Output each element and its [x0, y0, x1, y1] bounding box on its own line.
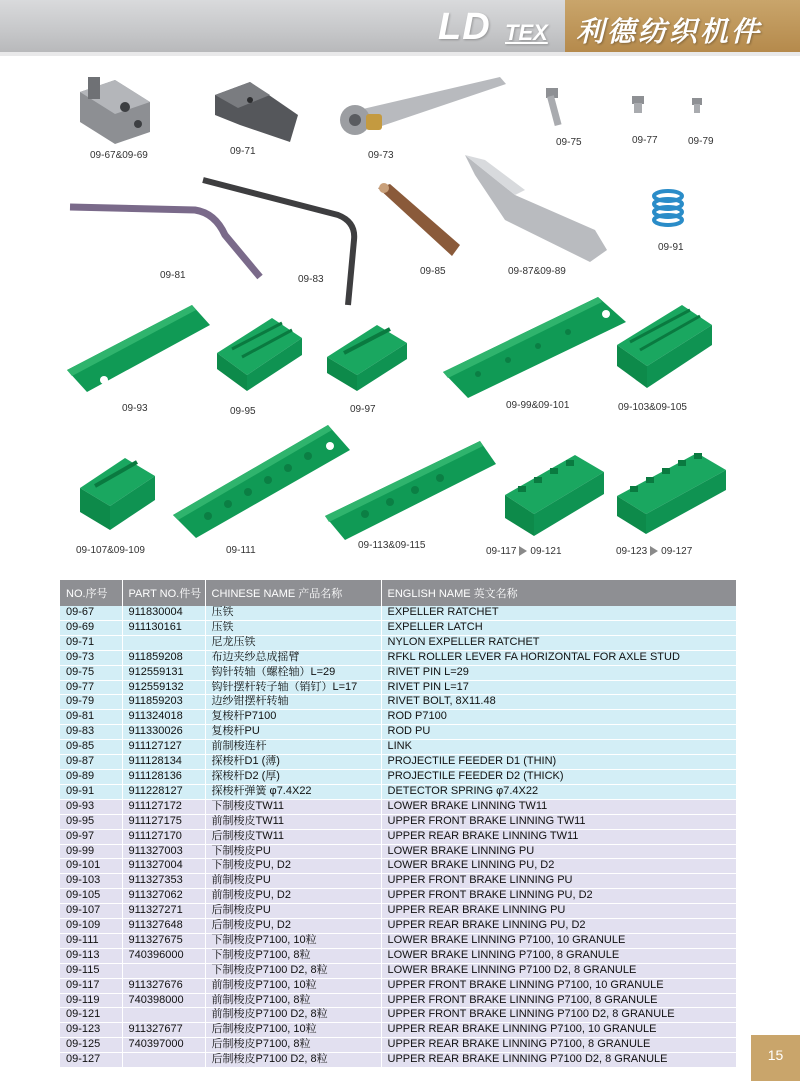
cell-english-name: RIVET PIN L=17	[381, 680, 736, 695]
cell-english-name: PROJECTILE FEEDER D2 (THICK)	[381, 769, 736, 784]
cell-no: 09-117	[60, 978, 122, 993]
header-shadow	[0, 52, 800, 56]
cell-chinese-name: 下制梭皮PU	[205, 844, 381, 859]
page-header	[0, 0, 800, 56]
table-row	[60, 635, 736, 650]
caption-09-71: 09-71	[230, 146, 256, 157]
cell-english-name: ROD P7100	[381, 710, 736, 725]
part-image-09-71	[210, 80, 300, 145]
cell-part-no: 911228127	[122, 784, 205, 799]
cell-english-name: LOWER BRAKE LINNING P7100, 8 GRANULE	[381, 948, 736, 963]
table-row	[60, 665, 736, 680]
part-image-09-77	[628, 94, 652, 116]
table-row	[60, 769, 736, 784]
cell-part-no: 911327271	[122, 904, 205, 919]
cell-no: 09-83	[60, 725, 122, 740]
caption-09-83: 09-83	[298, 274, 324, 285]
cell-chinese-name: 钩针转轴（螺栓轴）L=29	[205, 665, 381, 680]
cell-english-name: UPPER REAR BRAKE LINNING P7100, 8 GRANULE	[381, 1038, 736, 1053]
caption-09-127-end: 09-127	[661, 546, 693, 557]
cell-chinese-name: 前制梭皮TW11	[205, 814, 381, 829]
caption-09-103: 09-103&09-105	[618, 402, 687, 413]
cell-chinese-name: 后制梭皮P7100, 8粒	[205, 1038, 381, 1053]
part-image-09-99	[438, 292, 628, 402]
caption-09-107: 09-107&09-109	[76, 545, 145, 556]
caption-09-75: 09-75	[556, 137, 582, 148]
parts-table	[60, 580, 737, 1068]
part-image-09-97	[322, 317, 412, 395]
table-row	[60, 1038, 736, 1053]
cell-english-name: UPPER REAR BRAKE LINNING PU	[381, 904, 736, 919]
table-row	[60, 904, 736, 919]
cell-no: 09-121	[60, 1008, 122, 1023]
cell-english-name: UPPER FRONT BRAKE LINNING P7100, 10 GRANULE	[381, 978, 736, 993]
cell-chinese-name: 复梭杆PU	[205, 725, 381, 740]
cell-part-no: 911127175	[122, 814, 205, 829]
cell-part-no: 911330026	[122, 725, 205, 740]
cell-part-no: 911130161	[122, 620, 205, 635]
cell-chinese-name: 后制梭皮P7100 D2, 8粒	[205, 1053, 381, 1068]
cell-chinese-name: 钩针摆杆转子轴（销钉）L=17	[205, 680, 381, 695]
table-row	[60, 919, 736, 934]
table-row	[60, 740, 736, 755]
cell-chinese-name: 下制梭皮P7100, 10粒	[205, 933, 381, 948]
caption-09-79: 09-79	[688, 136, 714, 147]
logo-ld: LD	[438, 6, 491, 48]
caption-09-77: 09-77	[632, 135, 658, 146]
cell-chinese-name: 压铁	[205, 606, 381, 620]
cell-english-name: LOWER BRAKE LINNING P7100, 10 GRANULE	[381, 933, 736, 948]
cell-no: 09-93	[60, 799, 122, 814]
cell-no: 09-115	[60, 963, 122, 978]
cell-chinese-name: 探梭杆D2 (厚)	[205, 769, 381, 784]
cell-no: 09-95	[60, 814, 122, 829]
part-image-09-67	[70, 72, 165, 147]
part-image-09-73	[330, 72, 510, 147]
cell-chinese-name: 下制梭皮P7100 D2, 8粒	[205, 963, 381, 978]
cell-part-no: 911327648	[122, 919, 205, 934]
caption-09-81: 09-81	[160, 270, 186, 281]
part-image-09-83	[198, 170, 368, 310]
arrow-right-icon	[650, 546, 658, 556]
cell-part-no: 911127127	[122, 740, 205, 755]
cell-no: 09-85	[60, 740, 122, 755]
cell-no: 09-67	[60, 606, 122, 620]
cell-chinese-name: 后制梭皮P7100, 10粒	[205, 1023, 381, 1038]
table-row	[60, 963, 736, 978]
cell-english-name: LOWER BRAKE LINNING PU, D2	[381, 859, 736, 874]
cell-english-name: UPPER REAR BRAKE LINNING P7100, 10 GRANULE	[381, 1023, 736, 1038]
cell-part-no: 911127172	[122, 799, 205, 814]
part-image-09-79	[688, 96, 708, 116]
arrow-right-icon	[519, 546, 527, 556]
cell-no: 09-101	[60, 859, 122, 874]
cell-no: 09-73	[60, 650, 122, 665]
cell-english-name: NYLON EXPELLER RATCHET	[381, 635, 736, 650]
table-row	[60, 799, 736, 814]
table-body	[60, 606, 736, 1068]
caption-09-121-end: 09-121	[530, 546, 562, 557]
caption-09-67: 09-67&09-69	[90, 150, 148, 161]
cell-part-no: 911830004	[122, 606, 205, 620]
cell-part-no: 740398000	[122, 993, 205, 1008]
cell-part-no: 911859208	[122, 650, 205, 665]
cell-no: 09-119	[60, 993, 122, 1008]
cell-no: 09-125	[60, 1038, 122, 1053]
table-row	[60, 1053, 736, 1068]
cell-english-name: LINK	[381, 740, 736, 755]
cell-chinese-name: 前制梭皮P7100 D2, 8粒	[205, 1008, 381, 1023]
cell-no: 09-105	[60, 889, 122, 904]
cell-no: 09-111	[60, 933, 122, 948]
cell-part-no: 912559131	[122, 665, 205, 680]
cell-part-no: 911128136	[122, 769, 205, 784]
cell-chinese-name: 布边夹纱总成摇臂	[205, 650, 381, 665]
cell-no: 09-87	[60, 755, 122, 770]
cell-no: 09-97	[60, 829, 122, 844]
part-image-09-117	[500, 450, 608, 542]
cell-chinese-name: 边纱钳摆杆转轴	[205, 695, 381, 710]
part-image-09-95	[212, 313, 304, 395]
cell-chinese-name: 前制梭皮P7100, 8粒	[205, 993, 381, 1008]
part-image-09-93	[62, 300, 212, 395]
cell-chinese-name: 前制梭皮PU, D2	[205, 889, 381, 904]
cell-english-name: UPPER FRONT BRAKE LINNING P7100, 8 GRANULE	[381, 993, 736, 1008]
cell-no: 09-69	[60, 620, 122, 635]
part-image-09-75	[540, 84, 570, 134]
part-image-09-107	[75, 450, 160, 535]
table-row	[60, 844, 736, 859]
cell-chinese-name: 下制梭皮PU, D2	[205, 859, 381, 874]
table-row	[60, 784, 736, 799]
table-row	[60, 889, 736, 904]
cell-chinese-name: 探梭杆D1 (薄)	[205, 755, 381, 770]
caption-09-123-start: 09-123	[616, 546, 648, 557]
cell-chinese-name: 后制梭皮PU, D2	[205, 919, 381, 934]
cell-part-no: 911327675	[122, 933, 205, 948]
header-part-no: PART NO.件号	[122, 580, 205, 606]
caption-09-113: 09-113&09-115	[358, 540, 426, 551]
cell-english-name: LOWER BRAKE LINNING P7100 D2, 8 GRANULE	[381, 963, 736, 978]
cell-english-name: LOWER BRAKE LINNING TW11	[381, 799, 736, 814]
table-row	[60, 606, 736, 620]
header-chinese-name: CHINESE NAME 产品名称	[205, 580, 381, 606]
caption-09-95: 09-95	[230, 406, 256, 417]
cell-english-name: EXPELLER LATCH	[381, 620, 736, 635]
table-row	[60, 874, 736, 889]
table-row	[60, 993, 736, 1008]
cell-english-name: EXPELLER RATCHET	[381, 606, 736, 620]
cell-part-no	[122, 963, 205, 978]
cell-part-no	[122, 1008, 205, 1023]
caption-09-91: 09-91	[658, 242, 684, 253]
cell-no: 09-127	[60, 1053, 122, 1068]
cell-english-name: UPPER FRONT BRAKE LINNING PU, D2	[381, 889, 736, 904]
table-row	[60, 755, 736, 770]
cell-no: 09-107	[60, 904, 122, 919]
cell-part-no	[122, 1053, 205, 1068]
cell-part-no: 740397000	[122, 1038, 205, 1053]
cell-no: 09-103	[60, 874, 122, 889]
logo-company-name: 利德纺织机件	[576, 16, 763, 47]
cell-part-no: 912559132	[122, 680, 205, 695]
cell-english-name: UPPER FRONT BRAKE LINNING PU	[381, 874, 736, 889]
table-row	[60, 695, 736, 710]
cell-no: 09-89	[60, 769, 122, 784]
cell-english-name: UPPER REAR BRAKE LINNING TW11	[381, 829, 736, 844]
caption-09-111: 09-111	[226, 545, 256, 556]
table-row	[60, 1008, 736, 1023]
cell-part-no: 911859203	[122, 695, 205, 710]
cell-english-name: RIVET BOLT, 8X11.48	[381, 695, 736, 710]
part-image-09-87	[455, 150, 615, 270]
cell-chinese-name: 下制梭皮P7100, 8粒	[205, 948, 381, 963]
table-row	[60, 859, 736, 874]
cell-no: 09-77	[60, 680, 122, 695]
cell-english-name: DETECTOR SPRING φ7.4X22	[381, 784, 736, 799]
cell-no: 09-91	[60, 784, 122, 799]
table-row	[60, 1023, 736, 1038]
cell-part-no	[122, 635, 205, 650]
cell-no: 09-79	[60, 695, 122, 710]
cell-english-name: UPPER REAR BRAKE LINNING PU, D2	[381, 919, 736, 934]
caption-09-123	[616, 546, 692, 557]
caption-09-73: 09-73	[368, 150, 394, 161]
cell-english-name: RFKL ROLLER LEVER FA HORIZONTAL FOR AXLE STUD	[381, 650, 736, 665]
cell-part-no: 911324018	[122, 710, 205, 725]
table-row	[60, 725, 736, 740]
cell-no: 09-75	[60, 665, 122, 680]
caption-09-117-start: 09-117	[486, 546, 517, 557]
page-number: 15	[751, 1035, 800, 1081]
caption-09-87: 09-87&09-89	[508, 266, 566, 277]
cell-part-no: 911327003	[122, 844, 205, 859]
table-row	[60, 650, 736, 665]
cell-part-no: 911327062	[122, 889, 205, 904]
cell-part-no: 911127170	[122, 829, 205, 844]
cell-no: 09-123	[60, 1023, 122, 1038]
cell-chinese-name: 下制梭皮TW11	[205, 799, 381, 814]
logo-tex: TEX	[505, 20, 548, 45]
cell-part-no: 740396000	[122, 948, 205, 963]
cell-no: 09-109	[60, 919, 122, 934]
table-row	[60, 620, 736, 635]
part-image-09-91	[648, 188, 688, 233]
caption-09-97: 09-97	[350, 404, 376, 415]
part-image-09-123	[612, 448, 730, 540]
table-row	[60, 680, 736, 695]
cell-english-name: UPPER REAR BRAKE LINNING P7100 D2, 8 GRANULE	[381, 1053, 736, 1068]
cell-english-name: RIVET PIN L=29	[381, 665, 736, 680]
cell-chinese-name: 压铁	[205, 620, 381, 635]
cell-part-no: 911327677	[122, 1023, 205, 1038]
cell-part-no: 911327676	[122, 978, 205, 993]
cell-english-name: UPPER FRONT BRAKE LINNING TW11	[381, 814, 736, 829]
cell-part-no: 911327004	[122, 859, 205, 874]
cell-english-name: ROD PU	[381, 725, 736, 740]
cell-chinese-name: 前制梭皮PU	[205, 874, 381, 889]
table-header-row	[60, 580, 736, 606]
caption-09-99: 09-99&09-101	[506, 400, 570, 411]
cell-english-name: PROJECTILE FEEDER D1 (THIN)	[381, 755, 736, 770]
cell-english-name: LOWER BRAKE LINNING PU	[381, 844, 736, 859]
part-image-09-85	[370, 180, 465, 260]
cell-part-no: 911128134	[122, 755, 205, 770]
cell-english-name: UPPER FRONT BRAKE LINNING P7100 D2, 8 GRANULE	[381, 1008, 736, 1023]
caption-09-93: 09-93	[122, 403, 148, 414]
header-no: NO.序号	[60, 580, 122, 606]
table-row	[60, 948, 736, 963]
table-row	[60, 710, 736, 725]
table-row	[60, 814, 736, 829]
cell-no: 09-71	[60, 635, 122, 650]
part-image-09-113	[320, 436, 498, 544]
cell-chinese-name: 后制梭皮TW11	[205, 829, 381, 844]
cell-no: 09-99	[60, 844, 122, 859]
table-row	[60, 829, 736, 844]
cell-chinese-name: 后制梭皮PU	[205, 904, 381, 919]
header-english-name: ENGLISH NAME 英文名称	[381, 580, 736, 606]
table-row	[60, 933, 736, 948]
caption-09-85: 09-85	[420, 266, 446, 277]
cell-chinese-name: 前制梭皮P7100, 10粒	[205, 978, 381, 993]
cell-chinese-name: 探梭杆弹簧 φ7.4X22	[205, 784, 381, 799]
cell-part-no: 911327353	[122, 874, 205, 889]
table-row	[60, 978, 736, 993]
cell-no: 09-81	[60, 710, 122, 725]
caption-09-117	[486, 546, 562, 557]
cell-chinese-name: 复梭杆P7100	[205, 710, 381, 725]
cell-chinese-name: 尼龙压铁	[205, 635, 381, 650]
cell-no: 09-113	[60, 948, 122, 963]
part-image-09-103	[612, 300, 717, 395]
cell-chinese-name: 前制梭连杆	[205, 740, 381, 755]
